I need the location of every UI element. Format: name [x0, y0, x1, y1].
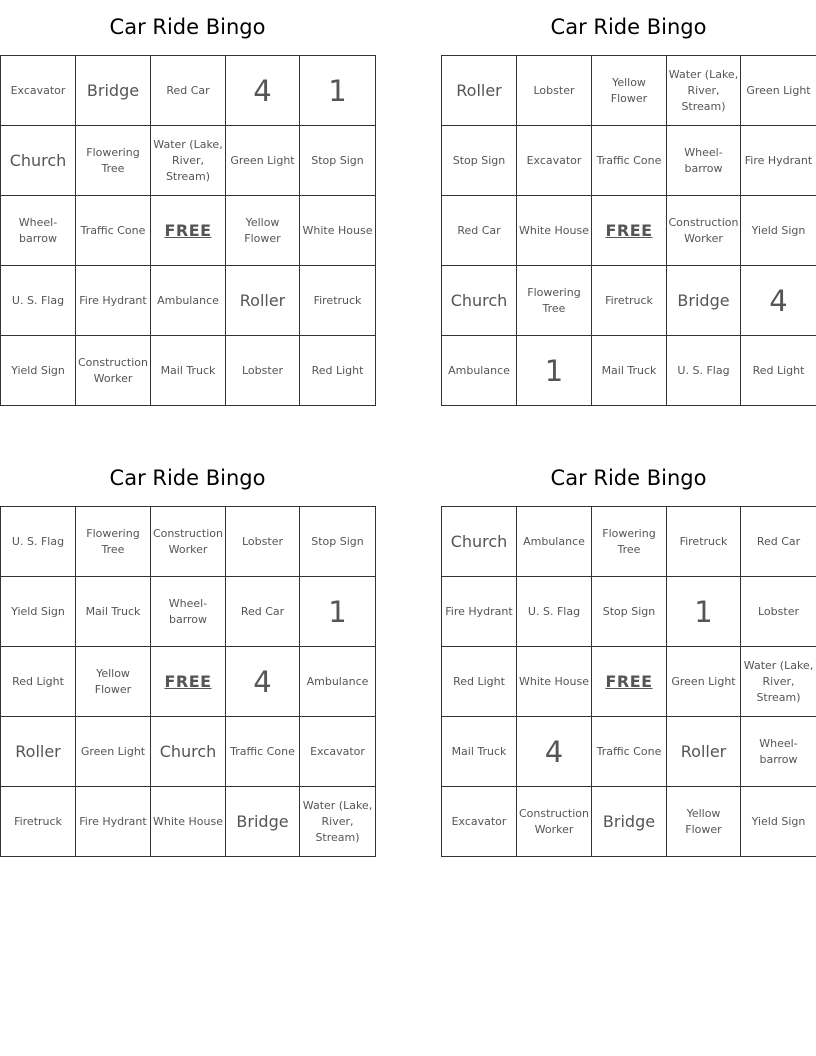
bingo-grid: [441, 506, 816, 857]
bingo-cell: Red Light: [741, 336, 816, 406]
bingo-cell: Stop Sign: [442, 126, 517, 196]
bingo-cell: Mail Truck: [442, 717, 517, 787]
bingo-cell: Ambulance: [442, 336, 517, 406]
free-space: FREE: [592, 196, 667, 266]
bingo-grid: [441, 55, 816, 406]
free-space: FREE: [592, 647, 667, 717]
bingo-cell: Bridge: [667, 266, 741, 336]
bingo-grid: [0, 506, 376, 857]
bingo-cell: Water (Lake, River, Stream): [300, 787, 376, 857]
bingo-cell: Fire Hydrant: [741, 126, 816, 196]
bingo-cell: Flowering Tree: [517, 266, 592, 336]
bingo-cell: Firetruck: [300, 266, 376, 336]
bingo-cell: Stop Sign: [300, 507, 376, 577]
bingo-cell: Bridge: [226, 787, 300, 857]
card-title: Car Ride Bingo: [109, 15, 266, 39]
bingo-cell: Yellow Flower: [667, 787, 741, 857]
bingo-cell: Ambulance: [517, 507, 592, 577]
bingo-cell: Church: [442, 507, 517, 577]
bingo-cell: U. S. Flag: [1, 266, 76, 336]
bingo-cell: 1: [300, 577, 376, 647]
bingo-cell: Green Light: [76, 717, 151, 787]
bingo-cell: White House: [517, 196, 592, 266]
bingo-cell: Firetruck: [1, 787, 76, 857]
bingo-grid: [0, 55, 376, 406]
bingo-cell: Excavator: [517, 126, 592, 196]
bingo-cell: Church: [442, 266, 517, 336]
bingo-cell: Stop Sign: [592, 577, 667, 647]
card-title: Car Ride Bingo: [109, 466, 266, 490]
bingo-cell: Yield Sign: [741, 787, 816, 857]
bingo-cell: 4: [741, 266, 816, 336]
card-title: Car Ride Bingo: [550, 466, 707, 490]
bingo-cell: Fire Hydrant: [442, 577, 517, 647]
bingo-cell: Mail Truck: [151, 336, 226, 406]
bingo-cell: Firetruck: [667, 507, 741, 577]
bingo-cell: Bridge: [592, 787, 667, 857]
bingo-cell: Wheel-barrow: [667, 126, 741, 196]
free-space: FREE: [151, 196, 226, 266]
bingo-cell: Firetruck: [592, 266, 667, 336]
bingo-cell: White House: [517, 647, 592, 717]
bingo-cell: Yield Sign: [741, 196, 816, 266]
bingo-cell: Water (Lake, River, Stream): [667, 56, 741, 126]
bingo-cell: Yield Sign: [1, 577, 76, 647]
bingo-cell: Construction Worker: [667, 196, 741, 266]
bingo-cell: Ambulance: [300, 647, 376, 717]
bingo-cell: U. S. Flag: [517, 577, 592, 647]
bingo-cell: Yellow Flower: [226, 196, 300, 266]
bingo-cell: Lobster: [741, 577, 816, 647]
bingo-cell: Flowering Tree: [76, 507, 151, 577]
bingo-cell: Red Car: [151, 56, 226, 126]
bingo-cell: Red Light: [1, 647, 76, 717]
bingo-cell: White House: [300, 196, 376, 266]
bingo-cell: Flowering Tree: [76, 126, 151, 196]
bingo-cell: Roller: [442, 56, 517, 126]
bingo-cell: Yellow Flower: [76, 647, 151, 717]
bingo-cell: Excavator: [1, 56, 76, 126]
bingo-cell: Red Car: [226, 577, 300, 647]
bingo-cell: Traffic Cone: [592, 717, 667, 787]
bingo-cell: 1: [300, 56, 376, 126]
bingo-cell: 1: [667, 577, 741, 647]
bingo-cell: Yellow Flower: [592, 56, 667, 126]
bingo-cell: Roller: [1, 717, 76, 787]
bingo-cell: Wheel-barrow: [1, 196, 76, 266]
bingo-cell: Excavator: [442, 787, 517, 857]
free-space: FREE: [151, 647, 226, 717]
bingo-cell: 4: [517, 717, 592, 787]
bingo-cell: Fire Hydrant: [76, 266, 151, 336]
bingo-cell: Construction Worker: [151, 507, 226, 577]
bingo-cell: Roller: [667, 717, 741, 787]
bingo-cell: Mail Truck: [76, 577, 151, 647]
bingo-cell: Traffic Cone: [76, 196, 151, 266]
bingo-cell: Construction Worker: [517, 787, 592, 857]
bingo-cell: Green Light: [226, 126, 300, 196]
card-title: Car Ride Bingo: [550, 15, 707, 39]
bingo-cell: 1: [517, 336, 592, 406]
bingo-cell: Wheel-barrow: [741, 717, 816, 787]
bingo-cell: Lobster: [226, 336, 300, 406]
bingo-cell: Yield Sign: [1, 336, 76, 406]
bingo-card-3: [0, 451, 375, 857]
bingo-cell: Ambulance: [151, 266, 226, 336]
bingo-cell: Green Light: [667, 647, 741, 717]
bingo-cell: Flowering Tree: [592, 507, 667, 577]
bingo-cell: 4: [226, 56, 300, 126]
bingo-cell: Green Light: [741, 56, 816, 126]
bingo-cell: Water (Lake, River, Stream): [741, 647, 816, 717]
bingo-cell: Stop Sign: [300, 126, 376, 196]
bingo-cell: Construction Worker: [76, 336, 151, 406]
bingo-cell: Red Light: [300, 336, 376, 406]
bingo-cell: Red Car: [442, 196, 517, 266]
bingo-cell: Traffic Cone: [226, 717, 300, 787]
bingo-cell: Church: [151, 717, 226, 787]
bingo-cell: Red Light: [442, 647, 517, 717]
bingo-cell: Traffic Cone: [592, 126, 667, 196]
bingo-cell: Fire Hydrant: [76, 787, 151, 857]
bingo-cell: U. S. Flag: [1, 507, 76, 577]
bingo-cell: Bridge: [76, 56, 151, 126]
bingo-card-1: [0, 0, 375, 406]
bingo-cell: Red Car: [741, 507, 816, 577]
bingo-cell: 4: [226, 647, 300, 717]
bingo-cell: Lobster: [517, 56, 592, 126]
bingo-cell: Church: [1, 126, 76, 196]
bingo-cell: Lobster: [226, 507, 300, 577]
bingo-cell: White House: [151, 787, 226, 857]
bingo-card-4: [441, 451, 816, 857]
bingo-cell: Water (Lake, River, Stream): [151, 126, 226, 196]
bingo-cell: Excavator: [300, 717, 376, 787]
bingo-cell: Roller: [226, 266, 300, 336]
bingo-cell: Wheel-barrow: [151, 577, 226, 647]
bingo-cell: Mail Truck: [592, 336, 667, 406]
bingo-cell: U. S. Flag: [667, 336, 741, 406]
bingo-card-2: [441, 0, 816, 406]
